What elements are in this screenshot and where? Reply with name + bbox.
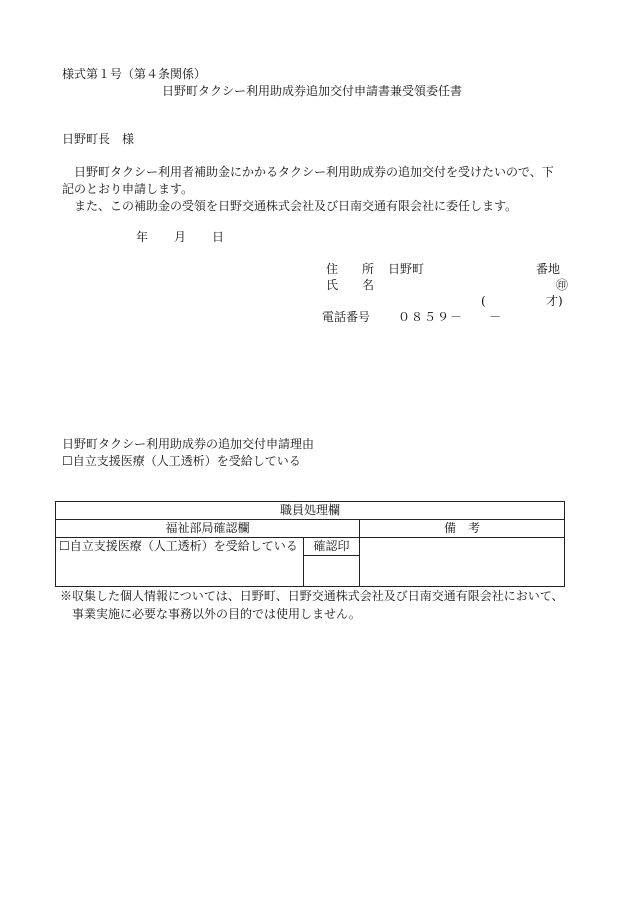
body-line-3: また、この補助金の受領を日野交通株式会社及び日南交通有限会社に委任します。 — [74, 199, 518, 213]
age-close: 才) — [546, 294, 563, 308]
staff-table-title: 職員処理欄 — [56, 502, 565, 520]
privacy-footnote — [60, 587, 600, 623]
confirm-seal-label: 確認印 — [304, 538, 360, 556]
address-suffix: 番地 — [536, 262, 561, 276]
body-paragraph — [62, 164, 582, 215]
address-town: 日野町 — [388, 262, 425, 276]
footnote-line-2: 事業実施に必要な事務以外の目的では使用しません。 — [72, 607, 361, 621]
remarks-header: 備 考 — [360, 520, 565, 538]
age-open: ( — [481, 294, 486, 308]
name-label: 氏 名 — [326, 278, 375, 292]
body-line-1: 日野町タクシー利用者補助金にかかるタクシー利用助成券の追加交付を受けたいので、下 — [74, 165, 554, 179]
confirm-seal-box[interactable] — [304, 556, 360, 587]
seal-mark: ㊞ — [556, 278, 569, 292]
staff-processing-table — [55, 501, 565, 587]
remarks-cell[interactable] — [360, 538, 565, 587]
date-day: 日 — [212, 230, 225, 244]
date-year: 年 — [136, 230, 149, 244]
phone-value: ０８５９－ － — [398, 310, 503, 324]
reason-checkbox[interactable]: ☐自立支援医療（人工透析）を受給している — [62, 454, 301, 468]
date-month: 月 — [174, 230, 187, 244]
address-label: 住 所 — [326, 262, 375, 276]
body-line-2: 記のとおり申請します。 — [62, 182, 194, 196]
addressee: 日野町長 様 — [62, 132, 135, 146]
phone-label: 電話番号 — [322, 310, 371, 324]
footnote-line-1: ※収集した個人情報については、日野町、日野交通株式会社及び日南交通有限会社において、 — [60, 589, 564, 603]
reason-heading: 日野町タクシー利用助成券の追加交付申請理由 — [62, 437, 315, 451]
form-title: 日野町タクシー利用助成券追加交付申請書兼受領委任書 — [162, 84, 463, 98]
form-number: 様式第１号（第４条関係） — [62, 67, 207, 81]
welfare-check-cell[interactable]: ☐自立支援医療（人工透析）を受給している — [56, 538, 304, 587]
welfare-check-header: 福祉部局確認欄 — [56, 520, 360, 538]
